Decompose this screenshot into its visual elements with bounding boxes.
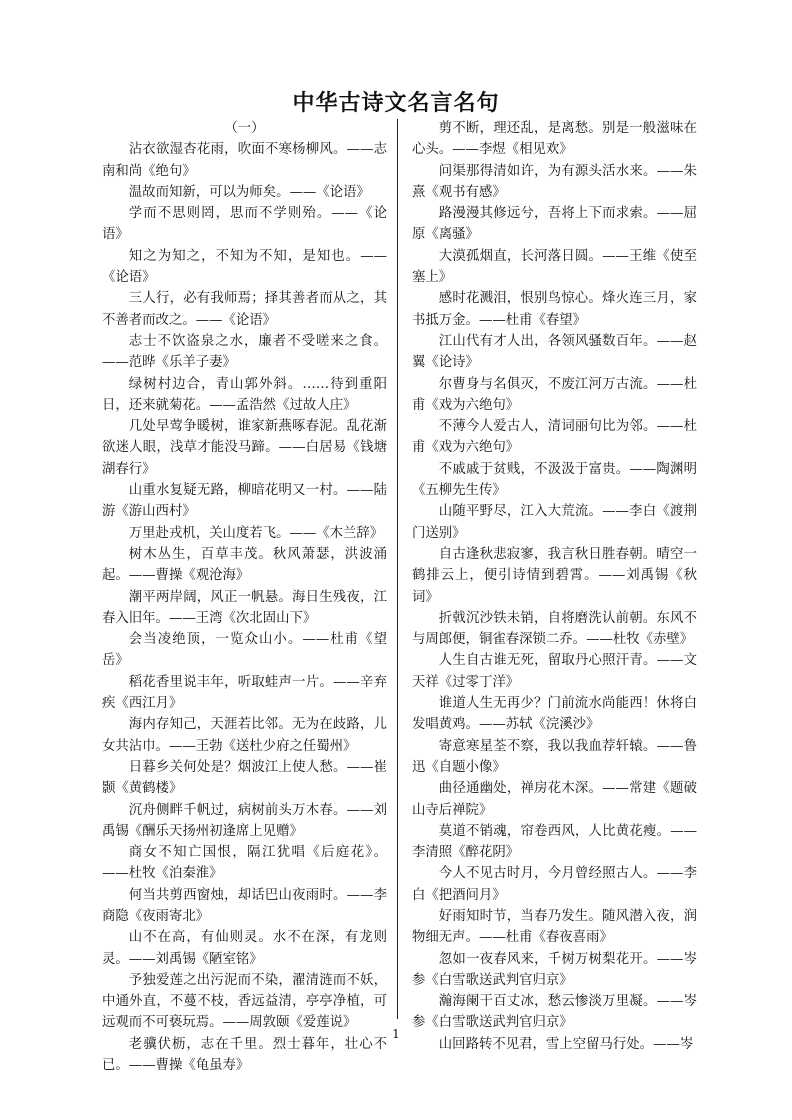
quote-entry: 山不在高，有仙则灵。水不在深，有龙则灵。——刘禹锡《陋室铭》 [102, 930, 387, 967]
quote-entry: 人生自古谁无死，留取丹心照汗青。——文天祥《过零丁洋》 [412, 653, 697, 690]
quote-entry: 忽如一夜春风来，千树万树梨花开。——岑参《白雪歌送武判官归京》 [412, 951, 697, 988]
column-divider [397, 119, 398, 1019]
quote-entry: 会当凌绝顶，一览众山小。——杜甫《望岳》 [102, 632, 387, 669]
quote-entry: 问渠那得清如许，为有源头活水来。——朱熹《观书有感》 [412, 163, 697, 200]
quote-entry: 温故而知新，可以为师矣。——《论语》 [128, 184, 370, 200]
quote-entry: 予独爱莲之出污泥而不染，濯清涟而不妖，中通外直，不蔓不枝，香远益清，亭亭净植，可远观而不可亵玩焉。——周敦颐《爱莲说》 [102, 972, 387, 1031]
quote-entry: 树木丛生，百草丰茂。秋风萧瑟，洪波涌起。——曹操《观沧海》 [102, 546, 387, 584]
quote-entry: 山随平野尽，江入大荒流。——李白《渡荆门送别》 [412, 504, 697, 541]
quote-entry: 三人行，必有我师焉；择其善者而从之，其不善者而改之。——《论语》 [102, 291, 387, 328]
section-label: （一） [224, 121, 265, 136]
quote-entry: 寄意寒星荃不察，我以我血荐轩辕。——鲁迅《自题小像》 [412, 738, 697, 775]
page-number: 1 [392, 1027, 400, 1041]
quote-entry: 志士不饮盗泉之水，廉者不受嗟来之食。——范晔《乐羊子妻》 [102, 333, 387, 371]
quote-entry: 路漫漫其修远兮，吾将上下而求索。——屈原《离骚》 [412, 206, 697, 243]
quote-entry: 不戚戚于贫贱，不汲汲于富贵。——陶渊明《五柳先生传》 [412, 461, 697, 499]
quote-entry: 万里赴戎机，关山度若飞。——《木兰辞》 [128, 525, 384, 541]
quote-entry: 何当共剪西窗烛，却话巴山夜雨时。——李商隐《夜雨寄北》 [102, 887, 387, 924]
quote-entry: 山重水复疑无路，柳暗花明又一村。——陆游《游山西村》 [102, 483, 387, 520]
quote-entry: 沾衣欲湿杏花雨，吹面不寒杨柳风。——志南和尚《绝句》 [102, 142, 387, 179]
quote-entry: 山回路转不见君，雪上空留马行处。——岑 [438, 1036, 694, 1052]
right-column [412, 118, 697, 1055]
quote-entry: 尔曹身与名俱灭，不废江河万古流。——杜甫《戏为六绝句》 [412, 376, 697, 413]
quote-entry: 江山代有才人出，各领风骚数百年。——赵翼《论诗》 [412, 333, 697, 371]
quote-entry: 莫道不销魂，帘卷西风，人比黄花瘦。——李清照《醉花阴》 [412, 823, 697, 861]
quote-entry: 曲径通幽处，禅房花木深。——常建《题破山寺后禅院》 [412, 781, 697, 818]
quote-entry: 学而不思则罔，思而不学则殆。——《论语》 [102, 206, 387, 243]
quote-entry: 剪不断，理还乱，是离愁。别是一般滋味在心头。——李煜《相见欢》 [412, 121, 697, 158]
quote-entry: 不薄今人爱古人，清词丽句比为邻。——杜甫《戏为六绝句》 [412, 419, 697, 456]
quote-entry: 自古逢秋悲寂寥，我言秋日胜春朝。晴空一鹤排云上，便引诗情到碧霄。——刘禹锡《秋词》 [412, 546, 697, 605]
quote-entry: 商女不知亡国恨，隔江犹唱《后庭花》。——杜牧《泊秦淮》 [102, 845, 387, 882]
quote-entry: 好雨知时节，当春乃发生。随风潜入夜，润物细无声。——杜甫《春夜喜雨》 [412, 908, 697, 946]
quote-entry: 谁道人生无再少？门前流水尚能西！休将白发唱黄鸡。——苏轼《浣溪沙》 [412, 696, 697, 733]
quote-entry: 稻花香里说丰年，听取蛙声一片。——辛弃疾《西江月》 [102, 674, 387, 712]
page-title: 中华古诗文名言名句 [292, 91, 500, 116]
quote-entry: 海内存知己，天涯若比邻。无为在歧路，儿女共沾巾。——王勃《送杜少府之任蜀州》 [102, 717, 387, 754]
quote-entry: 瀚海阑干百丈冰，愁云惨淡万里凝。——岑参《白雪歌送武判官归京》 [412, 994, 697, 1031]
quote-entry: 潮平两岸阔，风正一帆悬。海日生残夜，江春入旧年。——王湾《次北固山下》 [102, 589, 387, 626]
quote-entry: 折戟沉沙铁未销，自将磨洗认前朝。东风不与周郎便，铜雀春深锁二乔。——杜牧《赤壁》 [412, 610, 697, 648]
quote-entry: 日暮乡关何处是？烟波江上使人愁。——崔颢《黄鹤楼》 [102, 759, 387, 797]
quote-entry: 老骥伏枥，志在千里。烈士暮年，壮心不已。——曹操《龟虽寿》 [102, 1036, 387, 1074]
left-column [102, 118, 387, 1076]
quote-entry: 绿树村边合，青山郭外斜。……待到重阳日，还来就菊花。——孟浩然《过故人庄》 [102, 376, 387, 413]
quote-entry: 知之为知之，不知为不知，是知也。——《论语》 [102, 248, 387, 286]
quote-entry: 大漠孤烟直，长河落日圆。——王维《使至塞上》 [412, 248, 697, 286]
quote-entry: 几处早莺争暖树，谁家新燕啄春泥。乱花渐欲迷人眼，浅草才能没马蹄。——白居易《钱塘湖春行》 [102, 419, 387, 477]
quote-entry: 感时花溅泪，恨别鸟惊心。烽火连三月，家书抵万金。——杜甫《春望》 [412, 291, 697, 328]
quote-entry: 今人不见古时月，今月曾经照古人。——李白《把酒问月》 [412, 866, 697, 903]
quote-entry: 沉舟侧畔千帆过，病树前头万木春。——刘禹锡《酬乐天扬州初逢席上见赠》 [102, 802, 387, 839]
